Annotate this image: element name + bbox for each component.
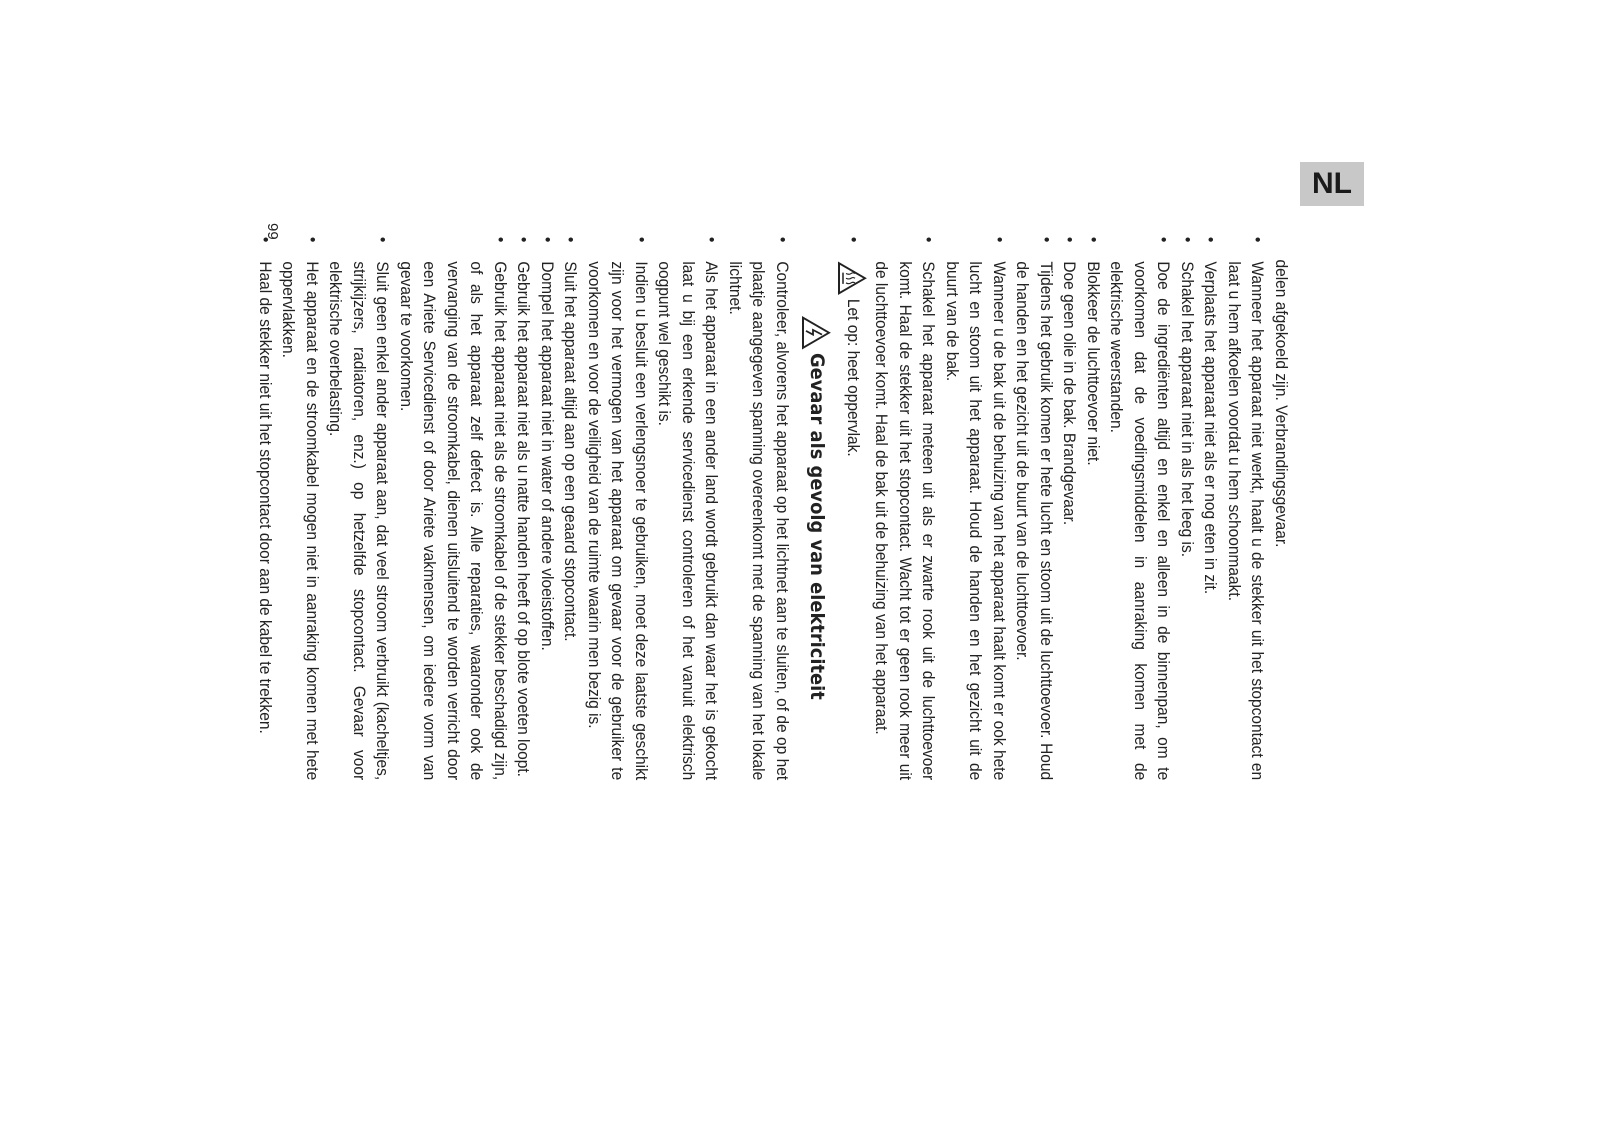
list-item-text: Wanneer u de bak uit de behuizing van het apparaat haalt komt er ook hete lucht en stoom uit het apparaat. Houd de handen en het gezicht uit de buurt van de bak. (943, 261, 1008, 781)
bullet: • (919, 236, 938, 243)
hot-surface-warning-icon (837, 261, 867, 295)
continued-paragraph: delen afgekoeld zijn. Verbrandingsgevaar. (1272, 259, 1290, 548)
rotated-manual-page (252, 167, 1352, 815)
list-item-text: Tijdens het gebruik komen er hete lucht en stoom uit de luchttoevoer. Houd de handen en het gezicht uit de buurt van de luchttoevoer. (1013, 261, 1055, 781)
list-item (1010, 235, 1057, 780)
list-item (1175, 235, 1199, 780)
bullet: • (303, 236, 321, 243)
page-number: 66 (265, 223, 282, 240)
page-content (253, 235, 1293, 780)
bullet: • (561, 236, 580, 243)
bullet: • (1084, 236, 1102, 243)
list-item (1222, 235, 1269, 780)
list-item-text: Dompel het apparaat niet in water of andere vloeistoffen. (538, 261, 556, 651)
bullet: • (491, 236, 509, 243)
bullet: • (1248, 236, 1267, 243)
list-item-text: Doe de ingrediënten altijd en enkel en alleen in de binnenpan, om te voorkomen dat de voedingsmiddelen in aanraking komen met de elektrische weerstanden. (1107, 261, 1173, 781)
list-item (323, 235, 394, 780)
list-item (582, 235, 653, 780)
list-item-text: Blokkeer de luchttoevoer niet. (1084, 261, 1102, 466)
language-badge (1300, 162, 1364, 206)
list-item-text: Indien u besluit een verlengsnoer te gebruiken, moet deze laatste geschikt zijn voor het vermogen van het apparaat om gevaar voor de gebruiker te voorkomen en voor de veiligheid van de ruimte waarin men bezig is. (585, 261, 650, 781)
list-item-text: Gebruik het apparaat niet als de stroomkabel of de stekker beschadigd zijn, of als het apparaat zelf defect is. Alle reparaties, waaronder ook de vervanging van de stroomkabel, dienen uitsluitend te worden verricht door een Ariete Servicedienst of door Ariete vakmensen, om iedere vorm van gevaar te voorkomen. (397, 261, 509, 781)
list-item (869, 235, 940, 780)
hot-surface-list (837, 235, 1269, 780)
bullet: • (1154, 236, 1173, 243)
bullet: • (1037, 236, 1055, 243)
list-item (652, 235, 723, 780)
list-item-text: Wanneer het apparaat niet werkt, haalt u de stekker uit het stopcontact en laat u hem afkoelen voordat u hem schoonmaakt. (1225, 261, 1267, 781)
list-item-text: Schakel het apparaat meteen uit als er zwarte rook uit de luchttoevoer komt. Haal de stekker uit het stopcontact. Wacht tot er geen rook meer uit de luchttoevoer komt. Haal de bak uit de behuizing van het apparaat. (872, 261, 938, 781)
list-item-text: Doe geen olie in de bak. Brandgevaar. (1060, 261, 1079, 526)
electric-shock-warning-icon (801, 315, 831, 349)
list-item-text: Schakel het apparaat niet in als het leeg is. (1178, 261, 1196, 558)
bullet: • (843, 236, 862, 243)
section-heading-text: Gevaar als gevolg van elektriciteit (805, 352, 828, 700)
list-item (940, 235, 1011, 780)
list-item (535, 235, 559, 780)
bullet: • (373, 236, 392, 243)
caution-item (837, 235, 867, 780)
list-item-text: Sluit het apparaat altijd aan op een geaard stopcontact. (561, 261, 580, 642)
list-item-text: Controleer, alvorens het apparaat op het lichtnet aan te sluiten, of de op het plaatje aangegeven spanning overeenkomt met de spanning van het lokale lichtnet. (726, 261, 791, 781)
list-item (1198, 235, 1222, 780)
caution-text: Let op: heet oppervlak. (843, 298, 862, 457)
list-item-text: Haal de stekker niet uit het stopcontact door aan de kabel te trekken. (256, 261, 274, 734)
list-item-text: Als het apparaat in een ander land wordt gebruikt dan waar het is gekocht laat u bij een erkende servicedienst controleren of het vanuit elektrisch oogpunt wel geschikt is. (655, 261, 721, 781)
list-item (1081, 235, 1105, 780)
list-item (394, 235, 512, 780)
list-item-text: Verplaats het apparaat niet als er nog eten in zit. (1201, 261, 1220, 595)
bullet: • (702, 236, 721, 243)
bullet: • (990, 236, 1008, 243)
list-item-text: Gebruik het apparaat niet als u natte handen heeft of op blote voeten loopt. (514, 261, 533, 777)
bullet: • (256, 236, 274, 243)
bullet: • (632, 236, 650, 243)
bullet: • (538, 236, 556, 243)
bullet: • (1178, 236, 1196, 243)
list-item (1057, 235, 1081, 780)
section-heading (801, 235, 831, 780)
electricity-list (253, 235, 794, 780)
bullet: • (773, 236, 791, 243)
language-badge-label: NL (1312, 167, 1352, 200)
bullet: • (1060, 236, 1079, 243)
bullet: • (1201, 236, 1220, 243)
list-item-text: Sluit geen enkel ander apparaat aan, dat veel stroom verbruikt (kacheltjes, strijkijzers, radiatoren, enz.) op hetzelfde stopcontact. Gevaar voor elektrische overbelasting. (326, 261, 392, 781)
list-item-text: Het apparaat en de stroomkabel mogen niet in aanraking komen met hete oppervlakken. (279, 261, 321, 781)
list-item (1104, 235, 1175, 780)
list-item (253, 235, 277, 780)
bullet: • (514, 236, 533, 243)
list-item (511, 235, 535, 780)
list-item (276, 235, 323, 780)
list-item (558, 235, 582, 780)
list-item (723, 235, 794, 780)
